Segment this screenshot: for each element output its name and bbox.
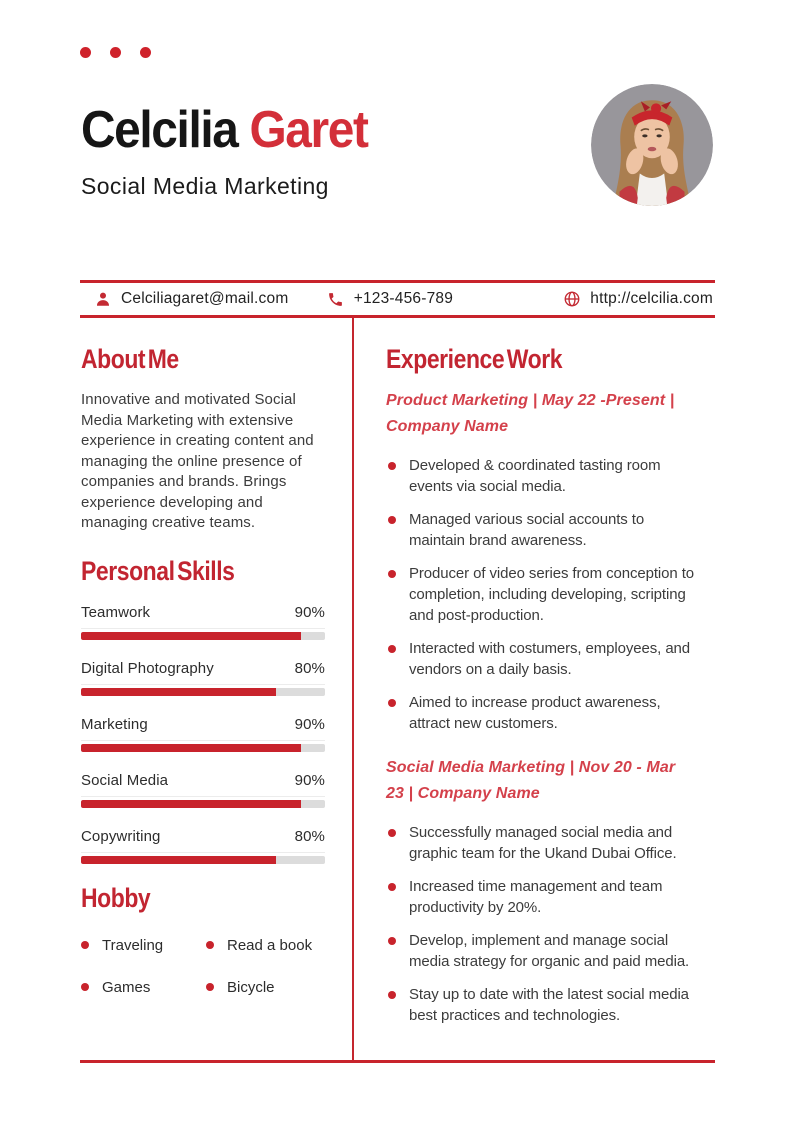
skill-percent: 90% — [294, 771, 325, 789]
email-text: Celciliagaret@mail.com — [121, 290, 289, 307]
bullet-text: Developed & coordinated tasting room events via social media. — [409, 457, 661, 495]
divider — [81, 852, 325, 853]
main-content — [80, 318, 715, 1063]
bullet-text: Producer of video series from conception to completion, including developing, scripting and post-production. — [409, 565, 695, 624]
job-role-subtitle: Social Media Marketing — [81, 173, 329, 199]
bullet-item — [386, 455, 698, 497]
bullet-item — [386, 822, 698, 864]
hobby-heading: Hobby — [81, 882, 151, 913]
bullet-icon — [388, 516, 396, 524]
job-title: Product Marketing | May 22 -Present | Company Name — [386, 392, 675, 435]
bullet-item — [386, 984, 698, 1026]
skill-percent: 80% — [294, 659, 325, 677]
skill-item — [81, 660, 325, 696]
bullet-item — [386, 930, 698, 972]
skill-bar-track — [81, 632, 325, 640]
bullet-icon — [388, 645, 396, 653]
dot-icon — [110, 47, 121, 58]
bullet-icon — [388, 883, 396, 891]
last-name: Garet — [249, 101, 368, 159]
bullet-icon — [206, 941, 214, 949]
hobby-item — [206, 979, 325, 996]
skills-list — [81, 604, 325, 864]
bullet-icon — [388, 462, 396, 470]
skill-bar-track — [81, 744, 325, 752]
dot-icon — [80, 47, 91, 58]
decorative-dots — [0, 0, 793, 58]
divider — [81, 684, 325, 685]
hobby-list — [81, 937, 325, 996]
bullet-icon — [388, 570, 396, 578]
bullet-icon — [388, 937, 396, 945]
dot-icon — [140, 47, 151, 58]
skill-bar-fill — [81, 856, 276, 864]
skill-bar-fill — [81, 688, 276, 696]
skills-heading: Personal Skills — [81, 555, 235, 586]
hobby-item — [81, 979, 206, 996]
profile-photo — [591, 84, 713, 206]
bullet-icon — [81, 941, 89, 949]
skill-label: Social Media — [81, 771, 169, 789]
job-bullets — [386, 455, 715, 734]
contact-phone — [327, 290, 453, 308]
hobby-label: Games — [102, 978, 151, 996]
bullet-text: Aimed to increase product awareness, attract new customers. — [409, 694, 661, 732]
skill-bar-fill — [81, 632, 301, 640]
skill-percent: 90% — [294, 715, 325, 733]
contact-website — [563, 290, 713, 308]
first-name: Celcilia — [81, 101, 238, 159]
job-title: Social Media Marketing | Nov 20 - Mar 23 | Company Name — [386, 759, 676, 802]
divider — [81, 628, 325, 629]
website-text: http://celcilia.com — [590, 290, 713, 307]
bullet-icon — [206, 983, 214, 991]
right-column — [354, 318, 715, 1060]
bullet-icon — [388, 829, 396, 837]
skill-item — [81, 828, 325, 864]
divider — [81, 796, 325, 797]
skill-percent: 90% — [294, 603, 325, 621]
avatar — [591, 84, 713, 206]
left-column — [80, 318, 354, 1060]
bullet-item — [386, 638, 698, 680]
contact-bar — [80, 280, 715, 318]
bullet-item — [386, 563, 698, 626]
globe-icon — [563, 290, 581, 308]
phone-text: +123-456-789 — [353, 290, 454, 307]
contact-email — [94, 290, 288, 308]
skill-label: Copywriting — [81, 827, 161, 845]
bullet-icon — [388, 991, 396, 999]
bullet-item — [386, 509, 698, 551]
skill-bar-track — [81, 688, 325, 696]
bullet-item — [386, 876, 698, 918]
bullet-text: Increased time management and team productivity by 20%. — [409, 878, 663, 916]
user-icon — [94, 290, 112, 308]
header — [81, 100, 715, 222]
skill-label: Digital Photography — [81, 659, 214, 677]
hobby-item — [206, 937, 325, 954]
bullet-text: Stay up to date with the latest social media best practices and technologies. — [409, 986, 689, 1024]
bullet-text: Develop, implement and manage social media strategy for organic and paid media. — [409, 932, 690, 970]
bullet-item — [386, 692, 698, 734]
skill-bar-fill — [81, 800, 301, 808]
skill-label: Teamwork — [81, 603, 151, 621]
skill-percent: 80% — [294, 827, 325, 845]
hobby-item — [81, 937, 206, 954]
bullet-icon — [388, 699, 396, 707]
skill-bar-fill — [81, 744, 301, 752]
job-bullets — [386, 822, 715, 1026]
hobby-label: Read a book — [227, 936, 313, 954]
bullet-icon — [81, 983, 89, 991]
divider — [81, 740, 325, 741]
phone-icon — [327, 290, 345, 308]
skill-item — [81, 716, 325, 752]
about-text: Innovative and motivated Social Media Marketing with extensive experience in creating content and managing the online presence of companies and brands. Brings experience developing and managing creative teams. — [81, 391, 314, 531]
skill-bar-track — [81, 800, 325, 808]
bullet-text: Managed various social accounts to maintain brand awareness. — [409, 511, 645, 549]
hobby-label: Bicycle — [227, 978, 275, 996]
skill-item — [81, 772, 325, 808]
bullet-text: Interacted with costumers, employees, and vendors on a daily basis. — [409, 640, 691, 678]
bullet-text: Successfully managed social media and graphic team for the Ukand Dubai Office. — [409, 824, 677, 862]
about-heading: About Me — [81, 344, 179, 374]
skill-label: Marketing — [81, 715, 148, 733]
hobby-label: Traveling — [102, 936, 164, 954]
skill-bar-track — [81, 856, 325, 864]
experience-heading: Experience Work — [386, 344, 563, 374]
skill-item — [81, 604, 325, 640]
